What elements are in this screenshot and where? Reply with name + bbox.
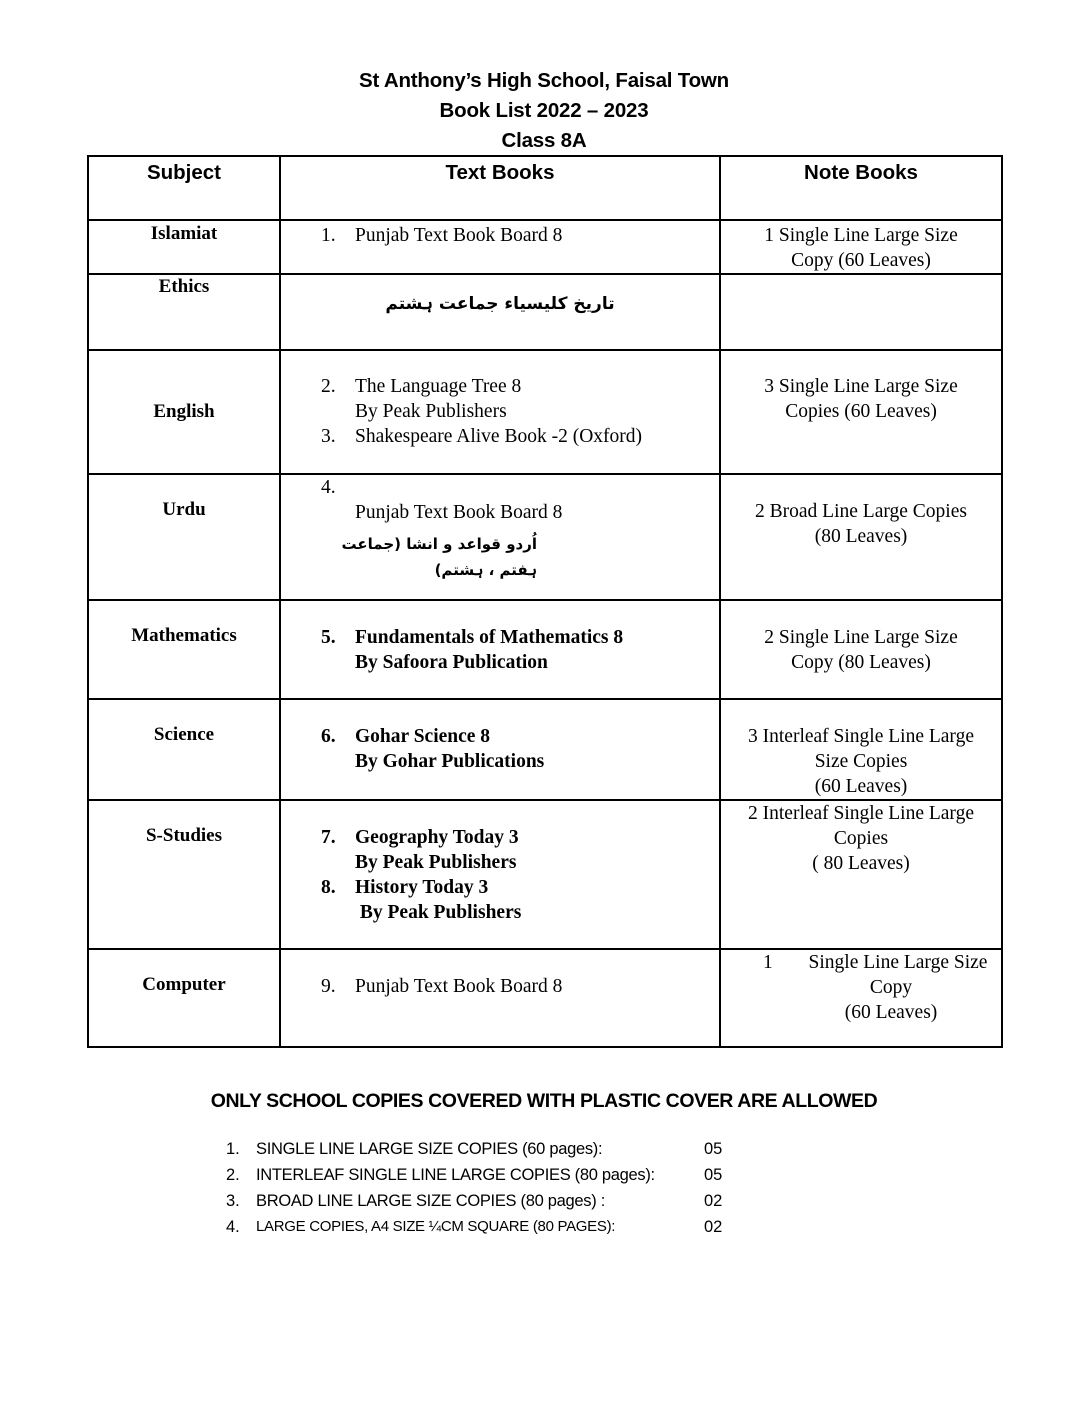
book-item: [281, 374, 719, 424]
book-title: Punjab Text Book Board 8: [355, 976, 563, 997]
subject-cell: Urdu: [88, 474, 280, 600]
book-publisher: By Peak Publishers: [355, 902, 522, 923]
book-item: [281, 825, 719, 875]
book-number: 5.: [321, 627, 336, 648]
note-line: Copy: [869, 977, 913, 998]
copy-label: LARGE COPIES, A4 SIZE ¼CM SQUARE (80 PAGES):: [256, 1218, 616, 1235]
book-item: [281, 223, 719, 248]
note-line: Size Copies: [814, 751, 908, 772]
book-title: The Language Tree 8: [355, 376, 522, 397]
note-line: (60 Leaves): [844, 1002, 938, 1023]
note-number: 1: [763, 952, 773, 973]
note-line: 2 Broad Line Large Copies: [755, 501, 967, 522]
table-row: [88, 350, 1002, 474]
text-books-cell: [280, 350, 720, 474]
table-row: [88, 600, 1002, 699]
note-line: Copy (60 Leaves): [791, 250, 931, 271]
book-number: 4.: [321, 477, 336, 498]
note-line: 3 Interleaf Single Line Large: [748, 726, 974, 747]
note-books-cell: [720, 350, 1002, 474]
table-row: [88, 949, 1002, 1047]
book-title: Punjab Text Book Board 8: [355, 502, 563, 523]
subject-cell: Computer: [88, 949, 280, 1047]
subject-cell: Islamiat: [88, 220, 280, 274]
copy-quantity: 05: [704, 1166, 723, 1184]
book-item: [281, 974, 719, 999]
book-title: Fundamentals of Mathematics 8: [355, 627, 624, 648]
column-header-note-books: Note Books: [720, 156, 1002, 220]
table-header-row: [88, 156, 1002, 220]
copy-number: 3.: [226, 1192, 240, 1210]
text-books-cell: [280, 274, 720, 350]
subject-cell: English: [88, 350, 280, 474]
subject-cell: S-Studies: [88, 800, 280, 949]
book-number: 3.: [321, 426, 336, 447]
text-books-cell: [280, 474, 720, 600]
subject-cell: Ethics: [88, 274, 280, 350]
copy-label: BROAD LINE LARGE SIZE COPIES (80 pages) :: [256, 1192, 605, 1210]
book-title: Gohar Science 8: [355, 726, 491, 747]
note-line: 1 Single Line Large Size: [764, 225, 958, 246]
table-row: [88, 800, 1002, 949]
book-publisher: By Gohar Publications: [355, 751, 545, 772]
text-books-cell: [280, 949, 720, 1047]
book-title: Punjab Text Book Board 8: [355, 225, 563, 246]
book-item: [281, 724, 719, 774]
copy-number: 1.: [226, 1140, 240, 1158]
note-books-cell: [720, 699, 1002, 800]
book-number: 8.: [321, 877, 336, 898]
book-title: Shakespeare Alive Book -2 (Oxford): [355, 426, 643, 447]
book-item: [281, 625, 719, 675]
book-number: 2.: [321, 376, 336, 397]
note-books-cell: [720, 949, 1002, 1047]
note-books-cell: [720, 800, 1002, 949]
book-number: 7.: [321, 827, 336, 848]
note-books-cell: [720, 474, 1002, 600]
note-books-cell: [720, 220, 1002, 274]
urdu-book-title: تاریخ کلیسیاء جماعت ہشتم: [385, 294, 615, 314]
copy-quantity: 02: [704, 1192, 723, 1210]
note-line: Copy (80 Leaves): [791, 652, 931, 673]
copy-number: 4.: [226, 1218, 240, 1236]
note-line: Copies: [833, 828, 889, 849]
note-line: Single Line Large Size: [808, 952, 988, 973]
book-title: Geography Today 3: [355, 827, 519, 848]
book-number: 6.: [321, 726, 336, 747]
note-line: 3 Single Line Large Size: [764, 376, 958, 397]
copy-label: INTERLEAF SINGLE LINE LARGE COPIES (80 pages):: [256, 1166, 655, 1184]
text-books-cell: [280, 800, 720, 949]
book-number: 9.: [321, 976, 336, 997]
school-name: St Anthony’s High School, Faisal Town: [359, 69, 729, 92]
subject-cell: Mathematics: [88, 600, 280, 699]
note-line: Copies (60 Leaves): [785, 401, 937, 422]
document-header: [0, 66, 1088, 156]
note-books-cell: [720, 600, 1002, 699]
column-header-text-books: Text Books: [280, 156, 720, 220]
copy-quantity: 02: [704, 1218, 723, 1236]
copy-label: SINGLE LINE LARGE SIZE COPIES (60 pages):: [256, 1140, 603, 1158]
book-publisher: By Safoora Publication: [355, 652, 548, 673]
table-row: [88, 699, 1002, 800]
class-name: Class 8A: [501, 129, 587, 152]
note-books-cell: [720, 274, 1002, 350]
list-title: Book List 2022 – 2023: [439, 99, 649, 122]
text-books-cell: [280, 600, 720, 699]
table-row: [88, 474, 1002, 600]
table-row: [88, 220, 1002, 274]
book-publisher: By Peak Publishers: [355, 852, 517, 873]
copy-number: 2.: [226, 1166, 240, 1184]
note-line: ( 80 Leaves): [812, 853, 910, 874]
column-header-subject: Subject: [88, 156, 280, 220]
note-line: 2 Single Line Large Size: [764, 627, 958, 648]
book-number: 1.: [321, 225, 336, 246]
note-line: 2 Interleaf Single Line Large: [748, 803, 974, 824]
note-line: (60 Leaves): [814, 776, 908, 797]
text-books-cell: [280, 699, 720, 800]
book-item: [281, 875, 719, 925]
note-line: (80 Leaves): [814, 526, 908, 547]
book-list-table: [87, 155, 1003, 1048]
subject-cell: Science: [88, 699, 280, 800]
book-publisher: By Peak Publishers: [355, 401, 507, 422]
book-title: History Today 3: [355, 877, 489, 898]
book-item: [281, 424, 719, 449]
text-books-cell: [280, 220, 720, 274]
copy-quantity: 05: [704, 1140, 723, 1158]
plastic-cover-notice: ONLY SCHOOL COPIES COVERED WITH PLASTIC COVER ARE ALLOWED: [210, 1090, 878, 1112]
urdu-book-title: اُردو قواعد و انشا (جماعت ہفتم ، ہشتم): [341, 535, 537, 579]
table-row: [88, 274, 1002, 350]
